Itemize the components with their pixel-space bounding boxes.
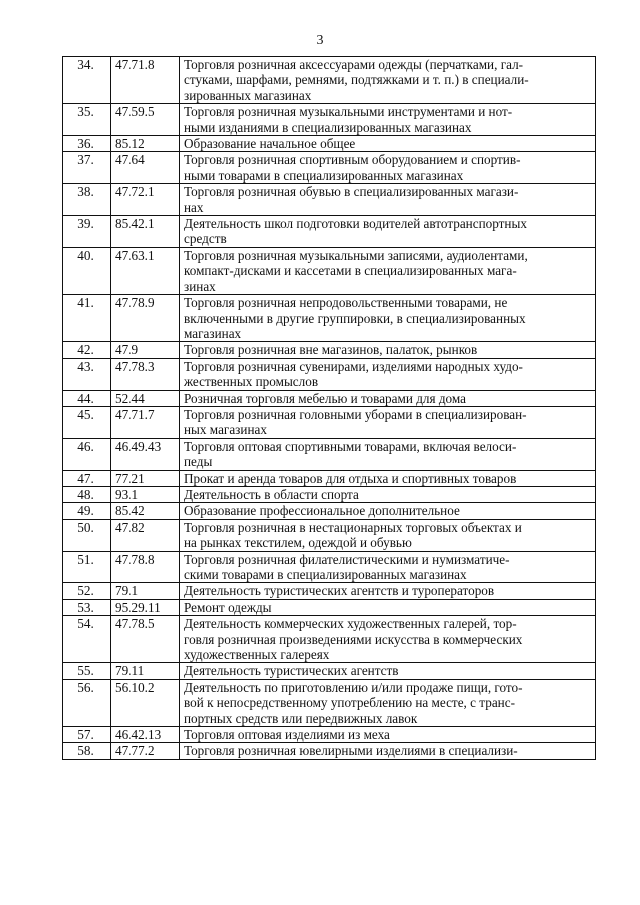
activity-description [180,551,596,583]
description-line: Торговля розничная аксессуарами одежды (перчатками, гал- [184,57,524,72]
activity-description [180,152,596,184]
row-number: 40. [63,247,111,294]
row-number: 49. [63,503,111,519]
description-line: Торговля розничная музыкальными записями, аудиолентами, [184,247,528,263]
description-line: Деятельность в области спорта [184,486,359,502]
okved-code: 46.42.13 [111,727,180,743]
row-number: 48. [63,486,111,502]
row-number: 35. [63,104,111,136]
table-row [63,503,596,519]
description-line: Торговля розничная ювелирными изделиями в специализи- [184,743,518,759]
description-line: Розничная торговля мебелью и товарами для дома [184,390,467,406]
table-row [63,438,596,470]
row-number: 52. [63,583,111,599]
row-number: 46. [63,438,111,470]
table-row [63,519,596,551]
okved-code: 47.78.3 [111,358,180,390]
okved-code: 47.77.2 [111,743,180,759]
description-line: Торговля розничная обувью в специализированных магази- [184,184,519,200]
okved-code: 85.42 [111,503,180,519]
row-number: 44. [63,390,111,406]
okved-code: 79.11 [111,663,180,679]
table-row [63,104,596,136]
okved-code: 85.42.1 [111,216,180,248]
okved-code: 47.78.5 [111,616,180,663]
description-line: Торговля розничная непродовольственными товарами, не [184,295,508,311]
description-line: нах [184,199,204,215]
row-number: 56. [63,679,111,726]
description-line: стуками, шарфами, ремнями, подтяжками и т. п.) в специали- [184,72,529,88]
activity-description [180,470,596,486]
description-line: ных магазинах [184,422,267,438]
description-line: Деятельность туристических агентств и туроператоров [184,583,495,599]
activity-description [180,679,596,726]
row-number: 43. [63,358,111,390]
description-line: Торговля розничная филателистическими и нумизматиче- [184,551,510,567]
table-row [63,136,596,152]
activity-description [180,342,596,358]
description-line: Торговля розничная головными уборами в специализирован- [184,406,527,422]
table-row [63,247,596,294]
activity-description [180,104,596,136]
table-row [63,616,596,663]
table-row [63,727,596,743]
description-line: Прокат и аренда товаров для отдыха и спортивных товаров [184,470,517,486]
activity-description [180,184,596,216]
table-row [63,216,596,248]
activity-description [180,390,596,406]
okved-code: 47.82 [111,519,180,551]
table-row [63,743,596,759]
table-row [63,57,596,104]
description-line: ными изданиями в специализированных магазинах [184,119,472,135]
row-number: 47. [63,470,111,486]
row-number: 39. [63,216,111,248]
activity-description [180,663,596,679]
activity-description [180,295,596,342]
activity-description [180,247,596,294]
table-row [63,551,596,583]
table-row [63,470,596,486]
row-number: 55. [63,663,111,679]
row-number: 57. [63,727,111,743]
description-line: средств [184,231,227,247]
table-row [63,184,596,216]
okved-code: 47.71.8 [111,57,180,104]
description-line: зинах [184,278,216,294]
okved-code: 47.63.1 [111,247,180,294]
activity-description [180,743,596,759]
row-number: 42. [63,342,111,358]
row-number: 54. [63,616,111,663]
page-number: 3 [316,33,324,48]
description-line: на рынках текстилем, одеждой и обувью [184,535,412,551]
activity-description [180,216,596,248]
description-line: зированных магазинах [184,87,312,103]
description-line: включенными в другие группировки, в специализированных [184,310,526,326]
table-row [63,486,596,502]
activity-description [180,406,596,438]
description-line: магазинах [184,325,242,341]
okved-code: 47.59.5 [111,104,180,136]
description-line: вой к непосредственному употреблению на месте, с транс- [184,695,515,711]
description-line: Торговля розничная спортивным оборудованием и спортив- [184,152,521,168]
description-line: Ремонт одежды [184,599,272,615]
row-number: 34. [63,57,111,104]
table-row [63,390,596,406]
description-line: компакт-дисками и кассетами в специализированных мага- [184,263,517,279]
okved-code: 47.72.1 [111,184,180,216]
activity-description [180,57,596,104]
okved-code: 47.64 [111,152,180,184]
description-line: Деятельность школ подготовки водителей автотранспортных [184,216,527,232]
table-row [63,663,596,679]
row-number: 41. [63,295,111,342]
description-line: Образование профессиональное дополнительное [184,503,460,519]
row-number: 36. [63,136,111,152]
activity-codes-table [62,56,596,760]
okved-code: 56.10.2 [111,679,180,726]
okved-code: 47.78.9 [111,295,180,342]
okved-code: 52.44 [111,390,180,406]
activity-description [180,727,596,743]
row-number: 37. [63,152,111,184]
description-line: жественных промыслов [184,374,319,390]
description-line: художественных галереях [184,647,330,663]
table-body [63,57,596,760]
description-line: Торговля оптовая спортивными товарами, включая велоси- [184,438,517,454]
description-line: ными товарами в специализированных магазинах [184,167,464,183]
description-line: говля розничная произведениями искусства в коммерческих [184,631,523,647]
description-line: Торговля розничная вне магазинов, палаток, рынков [184,342,478,358]
okved-code: 93.1 [111,486,180,502]
activity-description [180,358,596,390]
activity-description [180,583,596,599]
description-line: Торговля розничная музыкальными инструментами и нот- [184,104,513,120]
description-line: Образование начальное общее [184,136,356,152]
description-line: Деятельность туристических агентств [184,663,399,679]
activity-description [180,616,596,663]
activity-description [180,519,596,551]
okved-code: 95.29.11 [111,599,180,615]
table-row [63,152,596,184]
okved-code: 77.21 [111,470,180,486]
description-line: педы [184,454,213,470]
table-row [63,583,596,599]
description-line: Деятельность коммерческих художественных галерей, тор- [184,616,517,632]
description-line: скими товарами в специализированных магазинах [184,567,467,582]
description-line: Торговля розничная в нестационарных торговых объектах и [184,519,522,535]
table-row [63,342,596,358]
okved-code: 85.12 [111,136,180,152]
okved-code: 47.71.7 [111,406,180,438]
description-line: Торговля розничная сувенирами, изделиями народных худо- [184,358,523,374]
row-number: 53. [63,599,111,615]
table-row [63,679,596,726]
row-number: 45. [63,406,111,438]
description-line: Торговля оптовая изделиями из меха [184,727,390,743]
okved-code: 47.78.8 [111,551,180,583]
row-number: 50. [63,519,111,551]
activity-description [180,486,596,502]
table-row [63,295,596,342]
okved-code: 79.1 [111,583,180,599]
row-number: 51. [63,551,111,583]
activity-description [180,599,596,615]
row-number: 58. [63,743,111,759]
table-row [63,599,596,615]
activity-description [180,438,596,470]
activity-description [180,136,596,152]
row-number: 38. [63,184,111,216]
description-line: портных средств или передвижных лавок [184,710,418,726]
okved-code: 47.9 [111,342,180,358]
description-line: Деятельность по приготовлению и/или продаже пищи, гото- [184,679,523,695]
table-row [63,406,596,438]
table-row [63,358,596,390]
okved-code: 46.49.43 [111,438,180,470]
activity-description [180,503,596,519]
